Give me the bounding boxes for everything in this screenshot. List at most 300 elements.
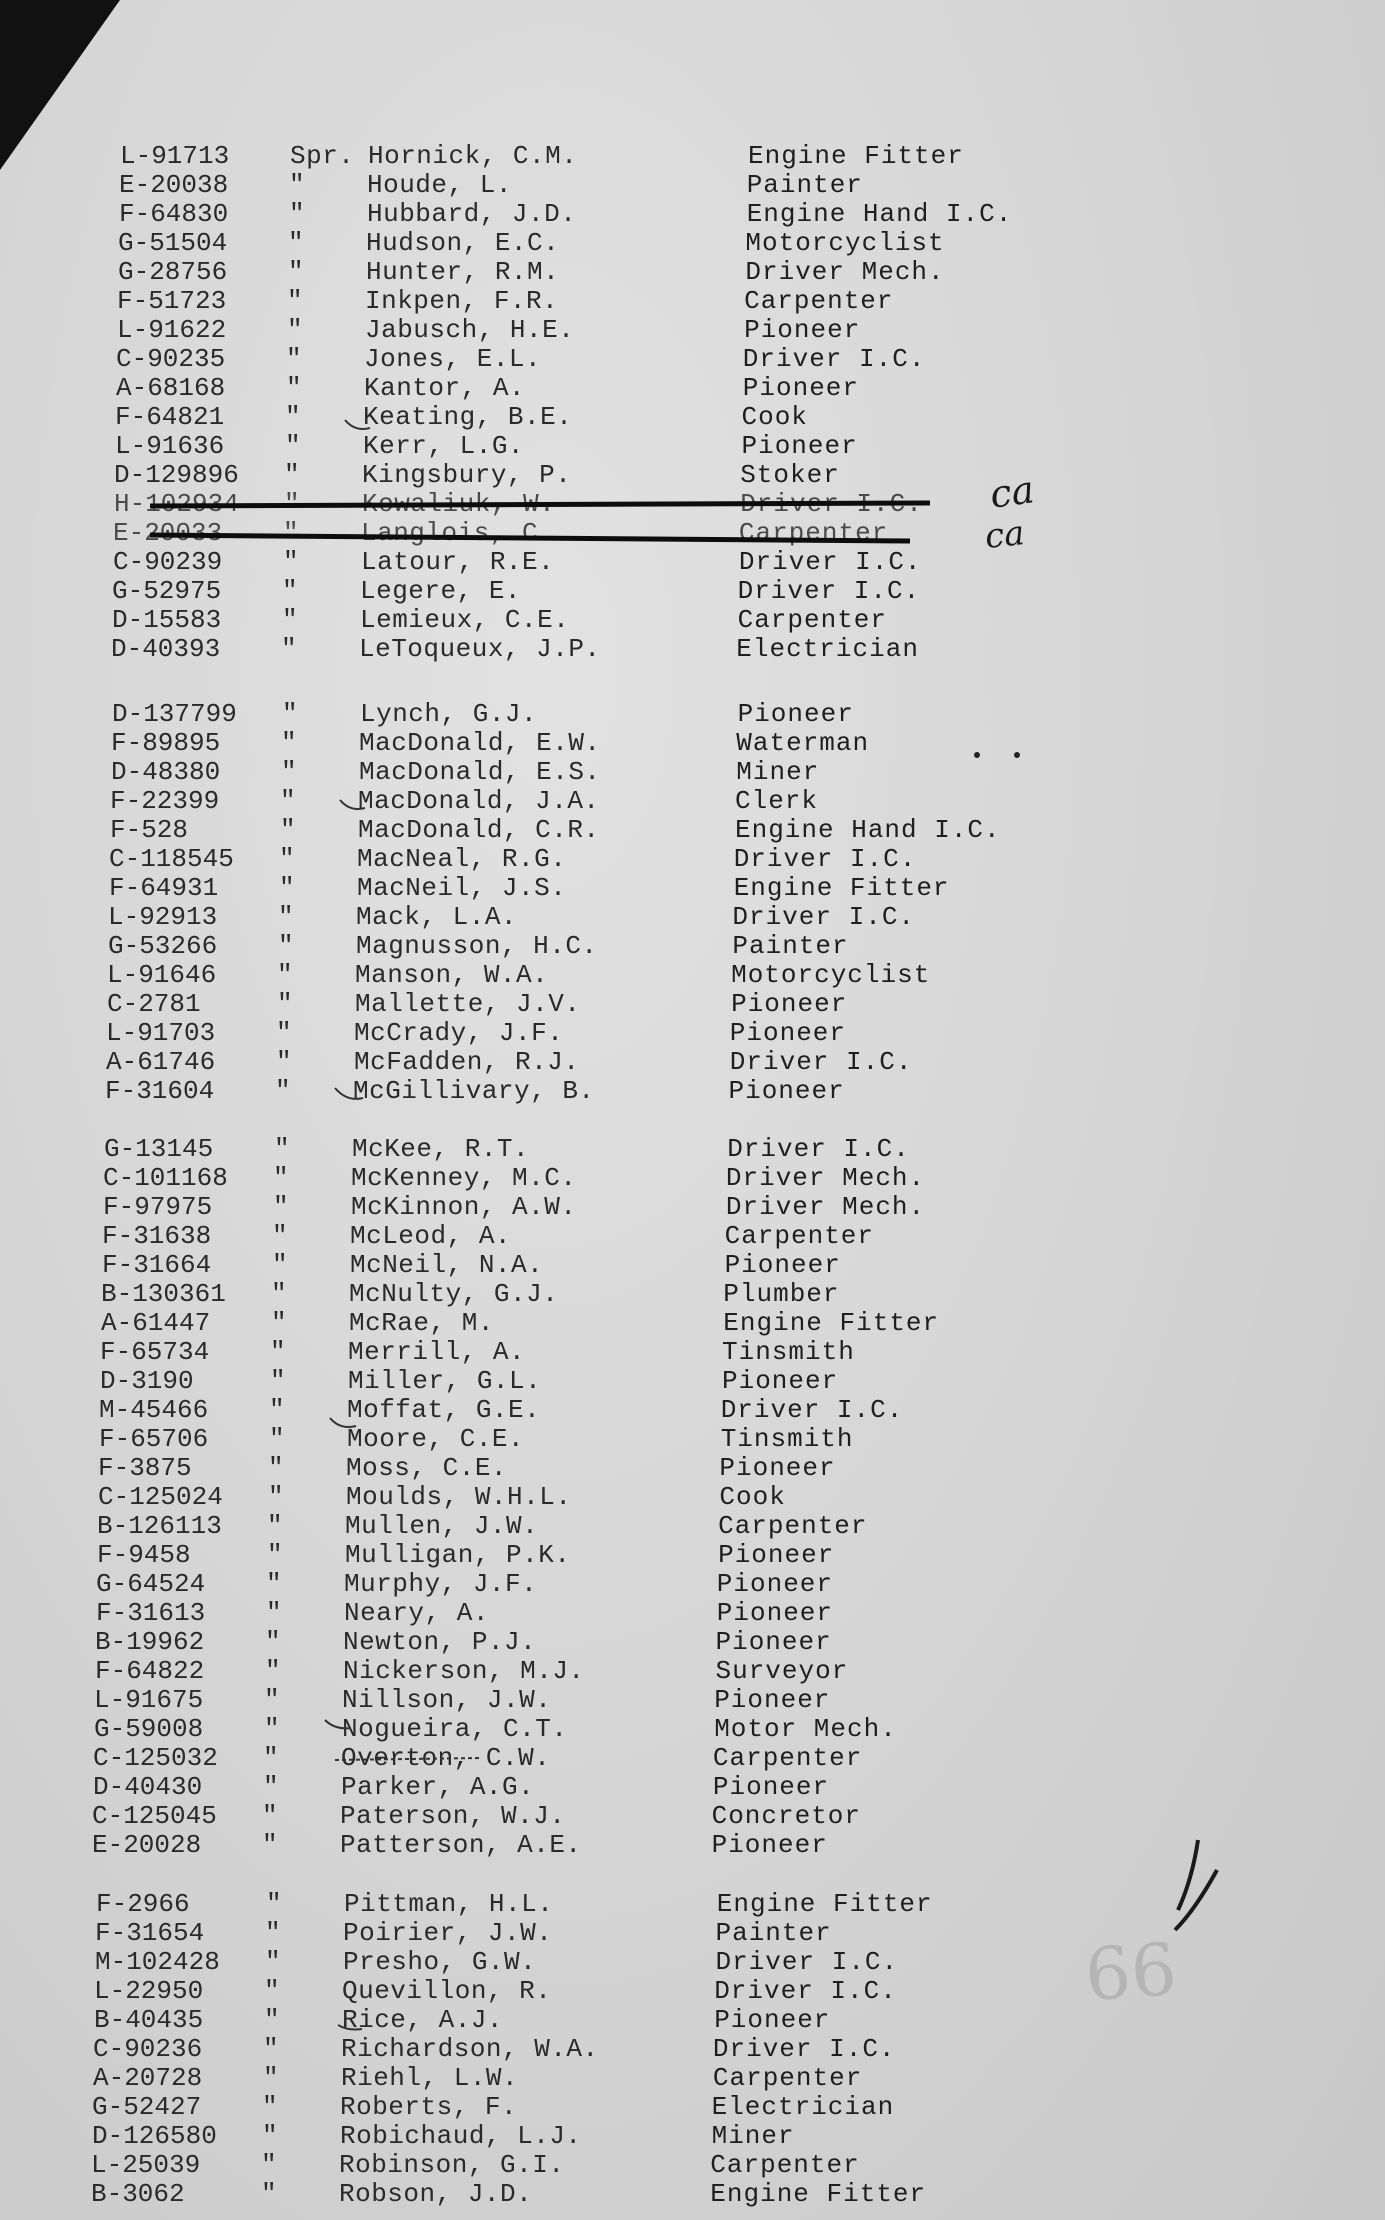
service-rank: " xyxy=(266,1569,283,1599)
roster-row xyxy=(0,2064,1385,2093)
service-trade: Motor Mech. xyxy=(714,1714,897,1744)
service-rank: " xyxy=(268,1482,285,1512)
service-number: C-125045 xyxy=(92,1801,217,1831)
service-name: Poirier, J.W. xyxy=(343,1918,553,1948)
service-trade: Painter xyxy=(732,931,849,961)
service-rank: " xyxy=(265,1627,282,1657)
service-rank: " xyxy=(267,1540,284,1570)
service-rank: " xyxy=(277,989,294,1019)
service-rank: " xyxy=(288,257,305,287)
service-number: F-64931 xyxy=(109,873,219,903)
service-rank: " xyxy=(281,728,298,758)
service-trade: Pioneer xyxy=(737,699,854,729)
roster-row xyxy=(0,1309,1385,1338)
service-trade: Painter xyxy=(746,170,863,200)
service-number: D-3190 xyxy=(100,1366,194,1396)
service-name: Robichaud, L.J. xyxy=(340,2121,582,2151)
service-rank: " xyxy=(268,1453,285,1483)
roster-row xyxy=(0,490,1385,519)
roster-row xyxy=(0,729,1385,758)
roster-row xyxy=(0,1890,1385,1919)
service-number: E-20033 xyxy=(113,518,223,548)
service-number: G-64524 xyxy=(96,1569,206,1599)
service-trade: Engine Fitter xyxy=(716,1889,933,1919)
service-trade: Pioneer xyxy=(714,2005,831,2035)
service-name: Richardson, W.A. xyxy=(341,2034,599,2064)
service-name: Jones, E.L. xyxy=(364,344,542,374)
roster-row xyxy=(0,1280,1385,1309)
service-number: F-528 xyxy=(110,815,189,845)
service-number: G-52427 xyxy=(92,2092,202,2122)
service-name: Pittman, H.L. xyxy=(344,1889,554,1919)
service-name: Paterson, W.J. xyxy=(340,1801,566,1831)
roster-row xyxy=(0,548,1385,577)
service-name: Riehl, L.W. xyxy=(341,2063,519,2093)
service-name: Kerr, L.G. xyxy=(363,431,525,461)
service-trade: Electrician xyxy=(711,2092,895,2122)
service-rank: " xyxy=(277,960,294,990)
service-name: Murphy, J.F. xyxy=(344,1569,538,1599)
service-name: Moffat, G.E. xyxy=(347,1395,541,1425)
service-trade: Driver I.C. xyxy=(738,547,922,577)
service-trade: Driver I.C. xyxy=(733,844,917,874)
service-name: McNeil, N.A. xyxy=(350,1250,544,1280)
service-rank: " xyxy=(272,1221,289,1251)
roster-row xyxy=(0,316,1385,345)
service-rank: " xyxy=(285,402,302,432)
roster-row xyxy=(0,1773,1385,1802)
service-name: McFadden, R.J. xyxy=(354,1047,580,1077)
roster-row xyxy=(0,1599,1385,1628)
roster-row xyxy=(0,1831,1385,1860)
service-rank: " xyxy=(261,2179,278,2209)
service-name: Neary, A. xyxy=(344,1598,489,1628)
roster-row xyxy=(0,1802,1385,1831)
service-number: C-125024 xyxy=(98,1482,223,1512)
service-name: McGillivary, B. xyxy=(353,1076,595,1106)
service-trade: Pioneer xyxy=(728,1076,845,1106)
service-number: D-126580 xyxy=(92,2121,217,2151)
service-trade: Cook xyxy=(719,1482,786,1512)
service-name: Merrill, A. xyxy=(348,1337,526,1367)
service-name: LeToqueux, J.P. xyxy=(359,634,601,664)
roster-row xyxy=(0,1338,1385,1367)
roster-row xyxy=(0,1222,1385,1251)
service-number: F-65706 xyxy=(99,1424,209,1454)
service-number: D-40430 xyxy=(93,1772,203,1802)
roster-row xyxy=(0,1193,1385,1222)
service-trade: Engine Hand I.C. xyxy=(735,815,1001,845)
service-name: Lynch, G.J. xyxy=(360,699,538,729)
service-rank: " xyxy=(264,2005,281,2035)
roster-row xyxy=(0,1628,1385,1657)
service-name: Magnusson, H.C. xyxy=(356,931,598,961)
service-trade: Plumber xyxy=(723,1279,840,1309)
service-name: Overton, C.W. xyxy=(341,1743,551,1773)
service-trade: Driver I.C. xyxy=(727,1134,910,1164)
service-number: C-125032 xyxy=(93,1743,218,1773)
service-trade: Driver I.C. xyxy=(740,489,923,519)
service-trade: Pioneer xyxy=(724,1250,841,1280)
service-trade: Waterman xyxy=(736,728,870,758)
service-rank: " xyxy=(265,1918,282,1948)
service-rank: " xyxy=(281,634,298,664)
service-number: B-19962 xyxy=(95,1627,205,1657)
roster-row xyxy=(0,1048,1385,1077)
service-number: L-25039 xyxy=(91,2150,201,2180)
service-name: McRae, M. xyxy=(349,1308,494,1338)
service-name: Hornick, C.M. xyxy=(368,141,578,171)
service-rank: " xyxy=(280,815,297,845)
service-rank: " xyxy=(263,1772,280,1802)
service-name: Moore, C.E. xyxy=(347,1424,525,1454)
service-rank: " xyxy=(269,1424,286,1454)
service-trade: Driver I.C. xyxy=(729,1047,913,1077)
service-name: Hubbard, J.D. xyxy=(367,199,577,229)
roster-row xyxy=(0,1454,1385,1483)
service-trade: Driver I.C. xyxy=(715,1947,899,1977)
service-name: MacDonald, J.A. xyxy=(358,786,600,816)
roster-row xyxy=(0,2035,1385,2064)
roster-row xyxy=(0,787,1385,816)
service-trade: Engine Fitter xyxy=(748,141,964,171)
service-rank: " xyxy=(282,576,299,606)
service-number: L-91713 xyxy=(120,141,230,171)
service-name: Kowaliuk, W. xyxy=(362,489,556,519)
roster-row xyxy=(0,200,1385,229)
roster-row xyxy=(0,2122,1385,2151)
service-number: F-2966 xyxy=(96,1889,190,1919)
service-name: Mulligan, P.K. xyxy=(345,1540,571,1570)
roster-row xyxy=(0,758,1385,787)
service-trade: Pioneer xyxy=(718,1540,835,1570)
service-number: L-92913 xyxy=(108,902,218,932)
service-trade: Driver I.C. xyxy=(720,1395,904,1425)
service-number: L-22950 xyxy=(94,1976,204,2006)
service-rank: " xyxy=(283,518,300,548)
roster-row xyxy=(0,961,1385,990)
service-rank: " xyxy=(264,1714,281,1744)
roster-row xyxy=(0,1077,1385,1106)
service-rank: " xyxy=(283,547,300,577)
service-trade: Driver I.C. xyxy=(737,576,921,606)
service-number: G-52975 xyxy=(112,576,222,606)
service-trade: Engine Fitter xyxy=(723,1308,940,1338)
service-number: L-91646 xyxy=(107,960,217,990)
service-number: L-91622 xyxy=(117,315,227,345)
service-rank: " xyxy=(270,1366,287,1396)
service-number: L-91636 xyxy=(115,431,225,461)
service-trade: Driver Mech. xyxy=(745,257,945,287)
service-name: Presho, G.W. xyxy=(343,1947,537,1977)
service-number: F-64822 xyxy=(95,1656,205,1686)
roster-row xyxy=(0,606,1385,635)
roster-row xyxy=(0,287,1385,316)
service-number: F-22399 xyxy=(110,786,220,816)
service-number: D-48380 xyxy=(111,757,221,787)
service-trade: Tinsmith xyxy=(722,1337,855,1367)
page-mark-66: 66 xyxy=(1082,1926,1180,2018)
service-number: D-40393 xyxy=(111,634,221,664)
service-rank: " xyxy=(263,2063,280,2093)
roster-row xyxy=(0,1425,1385,1454)
service-rank: " xyxy=(267,1511,284,1541)
service-trade: Driver I.C. xyxy=(732,902,916,932)
service-trade: Concretor xyxy=(711,1801,862,1831)
service-number: A-20728 xyxy=(93,2063,203,2093)
service-name: Mack, L.A. xyxy=(356,902,518,932)
service-name: Legere, E. xyxy=(360,576,522,606)
service-number: C-90236 xyxy=(93,2034,203,2064)
service-rank: Spr. xyxy=(290,141,355,171)
roster-row xyxy=(0,1135,1385,1164)
service-rank: " xyxy=(269,1395,286,1425)
service-number: D-137799 xyxy=(112,699,237,729)
service-number: C-2781 xyxy=(107,989,201,1019)
service-name: Nickerson, M.J. xyxy=(343,1656,585,1686)
roster-row xyxy=(0,171,1385,200)
service-rank: " xyxy=(264,1976,281,2006)
service-rank: " xyxy=(279,873,296,903)
service-trade: Driver I.C. xyxy=(742,344,926,374)
roster-row xyxy=(0,1657,1385,1686)
roster-row xyxy=(0,1164,1385,1193)
service-trade: Carpenter xyxy=(738,518,889,548)
service-name: MacNeil, J.S. xyxy=(357,873,567,903)
service-number: M-45466 xyxy=(99,1395,209,1425)
roster-row xyxy=(0,1948,1385,1977)
service-rank: " xyxy=(284,460,301,490)
service-name: Langlois, C. xyxy=(361,518,555,548)
service-number: C-118545 xyxy=(109,844,234,874)
service-rank: " xyxy=(286,373,303,403)
roster-row xyxy=(0,932,1385,961)
service-rank: " xyxy=(263,1743,280,1773)
roster-row xyxy=(0,2180,1385,2209)
service-name: Patterson, A.E. xyxy=(340,1830,582,1860)
service-trade: Pioneer xyxy=(714,1685,831,1715)
roster-section-4 xyxy=(0,1890,1385,2209)
service-trade: Motorcyclist xyxy=(731,960,931,990)
service-rank: " xyxy=(262,1801,279,1831)
service-number: F-31613 xyxy=(96,1598,206,1628)
service-rank: " xyxy=(276,1018,293,1048)
roster-section-3 xyxy=(0,1135,1385,1860)
service-name: Jabusch, H.E. xyxy=(365,315,575,345)
service-trade: Carpenter xyxy=(710,2150,860,2180)
service-number: D-15583 xyxy=(112,605,222,635)
service-number: F-64821 xyxy=(115,402,225,432)
roster-row xyxy=(0,1367,1385,1396)
service-number: L-91703 xyxy=(106,1018,216,1048)
service-rank: " xyxy=(278,931,295,961)
roster-row xyxy=(0,142,1385,171)
roster-row xyxy=(0,1541,1385,1570)
service-trade: Stoker xyxy=(740,460,840,490)
service-rank: " xyxy=(289,199,306,229)
roster-row xyxy=(0,874,1385,903)
service-trade: Driver Mech. xyxy=(725,1192,926,1222)
margin-initials-2: ca xyxy=(983,513,1027,557)
service-trade: Pioneer xyxy=(722,1366,839,1396)
service-rank: " xyxy=(282,699,299,729)
service-trade: Pioneer xyxy=(716,1598,834,1628)
roster-row xyxy=(0,1019,1385,1048)
service-rank: " xyxy=(264,1685,281,1715)
roster-row xyxy=(0,1512,1385,1541)
service-number: G-59008 xyxy=(94,1714,204,1744)
roster-row xyxy=(0,577,1385,606)
service-name: McLeod, A. xyxy=(350,1221,512,1251)
service-trade: Engine Hand I.C. xyxy=(746,199,1013,229)
service-name: McCrady, J.F. xyxy=(354,1018,564,1048)
service-trade: Miner xyxy=(711,2121,795,2151)
service-rank: " xyxy=(273,1163,290,1193)
service-name: McKinnon, A.W. xyxy=(351,1192,577,1222)
service-number: G-28756 xyxy=(118,257,228,287)
roster-row xyxy=(0,903,1385,932)
roster-row xyxy=(0,1570,1385,1599)
service-number: B-126113 xyxy=(97,1511,222,1541)
service-number: G-51504 xyxy=(118,228,228,258)
service-name: Robson, J.D. xyxy=(339,2179,533,2209)
service-rank: " xyxy=(266,1889,283,1919)
roster-row xyxy=(0,1919,1385,1948)
service-number: D-129896 xyxy=(114,460,239,490)
service-trade: Carpenter xyxy=(712,1743,863,1773)
service-trade: Pioneer xyxy=(716,1569,834,1599)
roster-row xyxy=(0,845,1385,874)
service-name: MacDonald, C.R. xyxy=(358,815,600,845)
service-rank: " xyxy=(262,2121,279,2151)
service-rank: " xyxy=(261,2150,278,2180)
service-name: Moulds, W.H.L. xyxy=(346,1482,572,1512)
service-trade: Cook xyxy=(741,402,808,432)
service-rank: " xyxy=(279,844,296,874)
service-name: McNulty, G.J. xyxy=(349,1279,559,1309)
service-trade: Carpenter xyxy=(744,286,894,316)
service-name: Miller, G.L. xyxy=(348,1366,542,1396)
roster-row xyxy=(0,1744,1385,1773)
service-trade: Painter xyxy=(715,1918,832,1948)
service-name: Manson, W.A. xyxy=(355,960,549,990)
service-trade: Pioneer xyxy=(731,989,848,1019)
service-rank: " xyxy=(265,1656,282,1686)
service-trade: Motorcyclist xyxy=(745,228,945,258)
service-rank: " xyxy=(281,757,298,787)
service-number: E-20028 xyxy=(92,1830,202,1860)
service-name: Latour, R.E. xyxy=(361,547,555,577)
service-trade: Carpenter xyxy=(724,1221,875,1251)
service-number: A-61447 xyxy=(101,1308,211,1338)
service-rank: " xyxy=(270,1337,287,1367)
service-number: C-90239 xyxy=(113,547,223,577)
service-number: E-20038 xyxy=(119,170,229,200)
service-name: Lemieux, C.E. xyxy=(360,605,570,635)
roster-row xyxy=(0,990,1385,1019)
service-rank: " xyxy=(271,1308,288,1338)
service-number: G-13145 xyxy=(104,1134,214,1164)
service-name: Newton, P.J. xyxy=(343,1627,537,1657)
service-rank: " xyxy=(289,170,306,200)
service-name: Robinson, G.I. xyxy=(339,2150,565,2180)
service-number: F-97975 xyxy=(103,1192,213,1222)
service-rank: " xyxy=(272,1250,289,1280)
service-number: A-68168 xyxy=(116,373,226,403)
service-trade: Pioneer xyxy=(719,1453,836,1483)
service-trade: Carpenter xyxy=(737,605,888,635)
roster-section-2 xyxy=(0,700,1385,1106)
roster-row xyxy=(0,1251,1385,1280)
service-trade: Pioneer xyxy=(729,1018,847,1048)
roster-section-1 xyxy=(0,142,1385,664)
service-name: Keating, B.E. xyxy=(363,402,573,432)
service-name: Rice, A.J. xyxy=(342,2005,504,2035)
service-trade: Driver Mech. xyxy=(725,1163,926,1193)
roster-row xyxy=(0,635,1385,664)
service-number: C-90235 xyxy=(116,344,226,374)
service-trade: Miner xyxy=(736,757,820,787)
service-name: Inkpen, F.R. xyxy=(365,286,559,316)
roster-row xyxy=(0,1686,1385,1715)
service-trade: Pioneer xyxy=(711,1830,828,1860)
service-name: Roberts, F. xyxy=(340,2092,518,2122)
service-name: MacDonald, E.W. xyxy=(359,728,601,758)
roster-row xyxy=(0,1396,1385,1425)
roster-row xyxy=(0,229,1385,258)
service-trade: Pioneer xyxy=(715,1627,832,1657)
service-trade: Pioneer xyxy=(744,315,861,345)
service-rank: " xyxy=(287,286,304,316)
service-rank: " xyxy=(280,786,297,816)
roster-row xyxy=(0,700,1385,729)
service-rank: " xyxy=(276,1047,293,1077)
service-trade: Clerk xyxy=(735,786,819,816)
service-number: F-31654 xyxy=(95,1918,205,1948)
service-name: Kingsbury, P. xyxy=(362,460,572,490)
margin-initials-1: ca xyxy=(987,467,1037,517)
service-rank: " xyxy=(266,1598,283,1628)
roster-row xyxy=(0,816,1385,845)
service-rank: " xyxy=(285,431,302,461)
service-name: MacDonald, E.S. xyxy=(359,757,601,787)
service-name: Kantor, A. xyxy=(364,373,526,403)
service-name: Hudson, E.C. xyxy=(366,228,560,258)
service-rank: " xyxy=(262,2092,279,2122)
service-name: Parker, A.G. xyxy=(341,1772,535,1802)
service-rank: " xyxy=(286,344,303,374)
service-name: Moss, C.E. xyxy=(346,1453,508,1483)
roster-row xyxy=(0,1483,1385,1512)
service-trade: Engine Fitter xyxy=(733,873,950,903)
service-number: B-130361 xyxy=(101,1279,226,1309)
roster-row xyxy=(0,374,1385,403)
roster-row xyxy=(0,2151,1385,2180)
service-number: M-102428 xyxy=(95,1947,220,1977)
service-number: H-102934 xyxy=(114,489,239,519)
service-number: F-51723 xyxy=(117,286,227,316)
service-rank: " xyxy=(263,2034,280,2064)
service-rank: " xyxy=(278,902,295,932)
service-number: G-53266 xyxy=(108,931,218,961)
service-trade: Driver I.C. xyxy=(714,1976,897,2006)
service-number: F-89895 xyxy=(111,728,221,758)
service-name: McKenney, M.C. xyxy=(351,1163,577,1193)
service-trade: Driver I.C. xyxy=(712,2034,896,2064)
service-name: Nogueira, C.T. xyxy=(342,1714,568,1744)
service-rank: " xyxy=(265,1947,282,1977)
service-name: Hunter, R.M. xyxy=(366,257,560,287)
